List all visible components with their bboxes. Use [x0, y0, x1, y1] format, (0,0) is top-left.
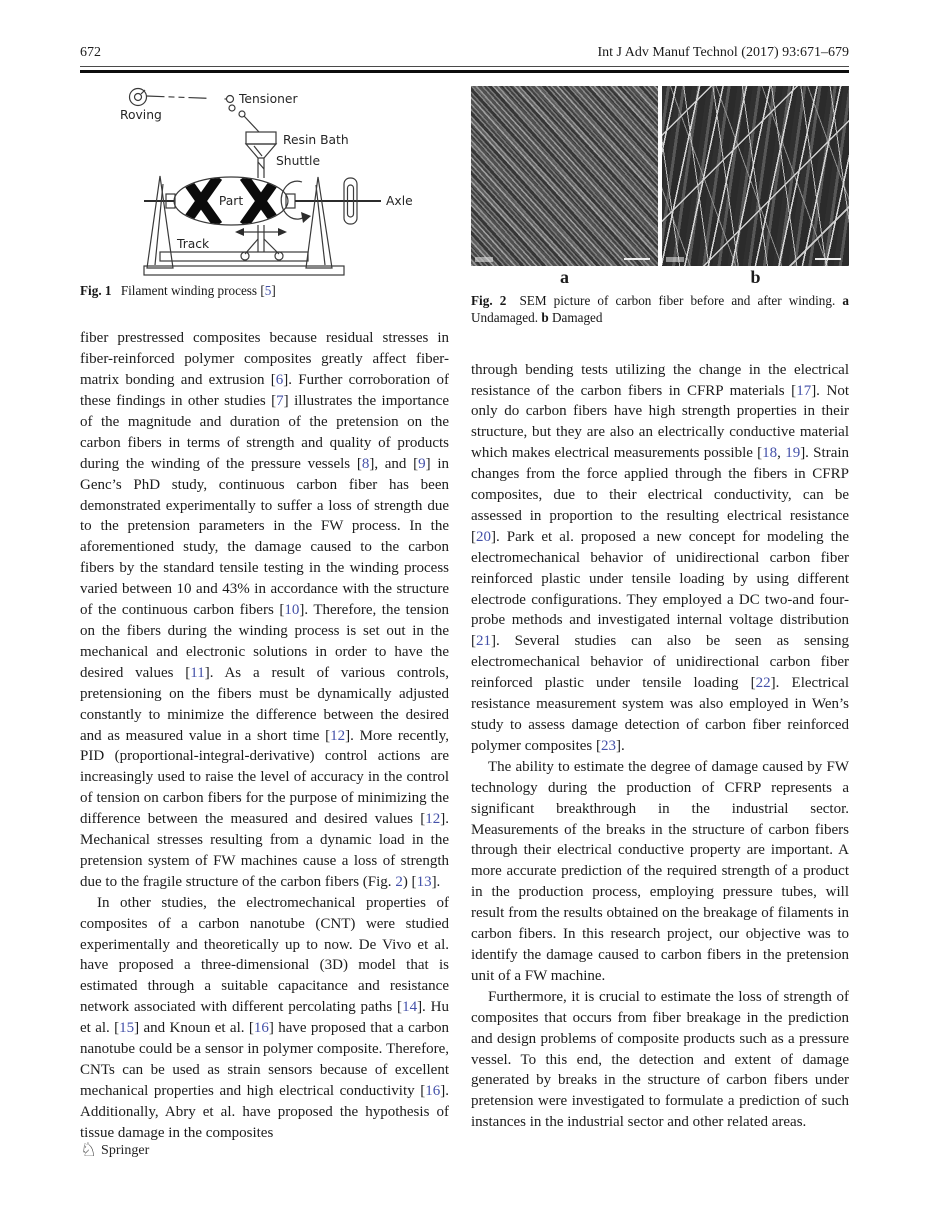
figure2-images: [471, 86, 849, 266]
figure1-diagram: [80, 86, 449, 278]
shuttle-icon: [258, 158, 264, 178]
part-label: Part: [218, 194, 244, 208]
sem-scale-bar: [815, 258, 841, 261]
citation-link[interactable]: 8: [361, 455, 370, 472]
caption-bold: a: [842, 293, 849, 308]
citation-link[interactable]: 11: [190, 664, 205, 681]
citation-link[interactable]: 16: [253, 1020, 269, 1037]
figure2-image-a: [471, 86, 658, 266]
right-column-text: [471, 360, 849, 1134]
two-column-body: [80, 86, 849, 1144]
track-label: Track: [177, 237, 210, 251]
panel-label-b: b: [750, 267, 761, 287]
roving-label: Roving: [120, 108, 162, 122]
right-support-icon: [306, 177, 332, 268]
caption-bold: Fig. 2: [471, 293, 507, 308]
paragraph: fiber prestressed composites because residual stresses in fiber-reinforced polymer composites greatly affect fiber-matrix bonding and extrusion [6]. Further corroboration of these findings in other studies [7] illustrates the importance of the magnitude and duration of the pretension on the carbon fibers in terms of strength and quality of products during the winding of the pressure vessels [8], and [9] in Genc’s PhD study, continuous carbon fiber has been demonstrated experimentally to suffer a loss of strength due to the pretension parameters in the FW process. In the aforementioned study, the damage caused to the carbon fibers by the standard tensile testing in the winding process varied between 10 and 43% in accordance with the structure of the continuous carbon fibers [10]. Therefore, the tension on the fibers during the winding process is set out in the mechanical and electronic solutions in order to have the desired values [11]. As a result of various controls, pretensioning on the fibers must be dynamically adjusted constantly to minimize the difference between the desired and as measured value in a short time [12]. More recently, PID (proportional-integral-derivative) control actions are increasingly used to raise the level of accuracy in the control of tension on carbon fibers for the purpose of minimizing the difference between the measured and desired values [12]. Mechanical stresses resulting from a dynamic load in the pretension system of FW machines cause a loss of strength due to the fragile structure of the carbon fibers (Fig. 2) [13].: [80, 330, 449, 890]
roving-spool-icon: [130, 89, 147, 106]
citation-link[interactable]: 19: [785, 445, 801, 462]
citation-link[interactable]: 6: [275, 372, 284, 389]
machine-base: [144, 266, 344, 275]
citation-link[interactable]: 21: [476, 633, 491, 650]
citation-link[interactable]: 9: [418, 455, 426, 472]
left-column: [80, 86, 449, 1144]
citation-link[interactable]: 20: [476, 528, 491, 545]
figure2-image-b: [662, 86, 849, 266]
sem-scale-bar: [624, 258, 650, 261]
header-rule-thin: [80, 66, 849, 67]
right-column: [471, 86, 849, 1144]
citation-link[interactable]: 15: [119, 1020, 135, 1037]
citation-link[interactable]: 12: [330, 727, 346, 744]
citation-link[interactable]: 17: [796, 382, 812, 399]
citation-link[interactable]: 23: [600, 737, 616, 754]
track-rail: [160, 252, 308, 261]
page-header: [80, 0, 849, 61]
page-number: 672: [80, 45, 101, 60]
paragraph: through bending tests utilizing the change in the electrical resistance of the carbon fibers in CFRP materials [17]. Not only do carbon fibers have high strength properties in their structure, but they are also an electrically conductive material which makes electrical measurements possible [18, 19]. Strain changes from the force applied through the fibers in CFRP composites, due to their electrical conductivity, can be assessed in proportion to the resulting electrical resistance [20]. Park et al. proposed a new concept for modeling the electromechanical behavior of unidirectional carbon fiber reinforced plastic under tensile loading by using different electrode configurations. They employed a DC two-and four-probe methods and investigated internal voltage distribution [21]. Several studies can also be seen as sensing electromechanical behavior of unidirectional carbon fiber reinforced plastic under tensile loading [22]. Electrical resistance measurement system was also employed in Wen’s study to assess damage detection of carbon fiber reinforced polymer composites [23].: [471, 361, 850, 754]
publisher-footer: [80, 1141, 149, 1160]
figure2-caption: Fig. 2 SEM picture of carbon fiber before and after winding. a Undamaged. b Damaged: [471, 293, 849, 326]
citation-link[interactable]: 14: [402, 999, 418, 1016]
article-page: [80, 0, 849, 1144]
sem-annotation-mark: [475, 257, 493, 262]
traverse-arrow-icon: [235, 228, 287, 236]
tensioner-label: Tensioner: [239, 92, 298, 106]
citation-link[interactable]: 2: [395, 873, 403, 890]
citation-link[interactable]: 18: [762, 445, 778, 462]
left-column-text: [80, 328, 449, 1143]
resin-bath-label: Resin Bath: [283, 133, 349, 147]
citation-link[interactable]: 12: [425, 811, 441, 828]
citation-link[interactable]: 5: [264, 283, 272, 298]
panel-label-a: a: [560, 267, 569, 287]
shuttle-label: Shuttle: [276, 154, 321, 168]
resin-bath-icon: [246, 132, 276, 158]
citation-link[interactable]: 16: [425, 1082, 441, 1099]
figure2-panel-labels: [471, 267, 849, 288]
header-rule-thick: [80, 70, 849, 73]
figure1-caption: Fig. 1 Filament winding process [5]: [80, 283, 276, 298]
springer-logo-icon: ♘: [80, 1139, 98, 1161]
citation-link[interactable]: 22: [755, 675, 771, 692]
citation-link[interactable]: 13: [416, 873, 432, 890]
paragraph: In other studies, the electromechanical properties of composites of a carbon nanotube (CNT) were studied experimentally and theoretically up to now. De Vivo et al. have proposed a three-dimensional (3D) model that is estimated through a suitable capacitance and resistance network associated with different percolating paths [14]. Hu et al. [15] and Knoun et al. [16] have proposed that a carbon nanotube could be a sensor in polymer composite. Therefore, CNTs can be used as strain sensors because of excellent mechanical properties and high electrical conductivity [16]. Additionally, Abry et al. have proposed the hypothesis of tissue damage in the composites: [80, 894, 449, 1141]
carriage-icon: [241, 225, 283, 260]
paragraph: Furthermore, it is crucial to estimate the loss of strength of composites that occurs from fiber breakage in the prediction and design problems of composite products such as a pressure vessel. To this end, the detection and extent of damage generated by breaks in the structure of carbon fibers under pretension were investigated to formulate a prediction of such instances in the industrial sector and other related areas.: [471, 988, 849, 1131]
sem-annotation-mark: [666, 257, 684, 262]
citation-link[interactable]: 7: [276, 393, 284, 410]
caption-bold: b: [541, 310, 549, 326]
axle-label: Axle: [386, 194, 413, 208]
caption-bold: Fig. 1: [80, 283, 112, 298]
citation-link[interactable]: 10: [284, 602, 300, 619]
journal-reference: Int J Adv Manuf Technol (2017) 93:671–679: [597, 45, 849, 60]
publisher-name: Springer: [101, 1142, 150, 1158]
paragraph: The ability to estimate the degree of damage caused by FW technology during the production of CFRP represents a significant breakthrough in the industrial sector. Measurements of the breaks in the structure of carbon fibers through their electrical conductive property are important. A more accurate prediction of the required strength of a product in the production process, employing pressure tubes, will result from the results obtained on the breakage of filaments in carbon fibers. In this research project, our objective was to identify the damage caused to carbon fibers in the pretension unit of a FW machine.: [471, 758, 849, 984]
